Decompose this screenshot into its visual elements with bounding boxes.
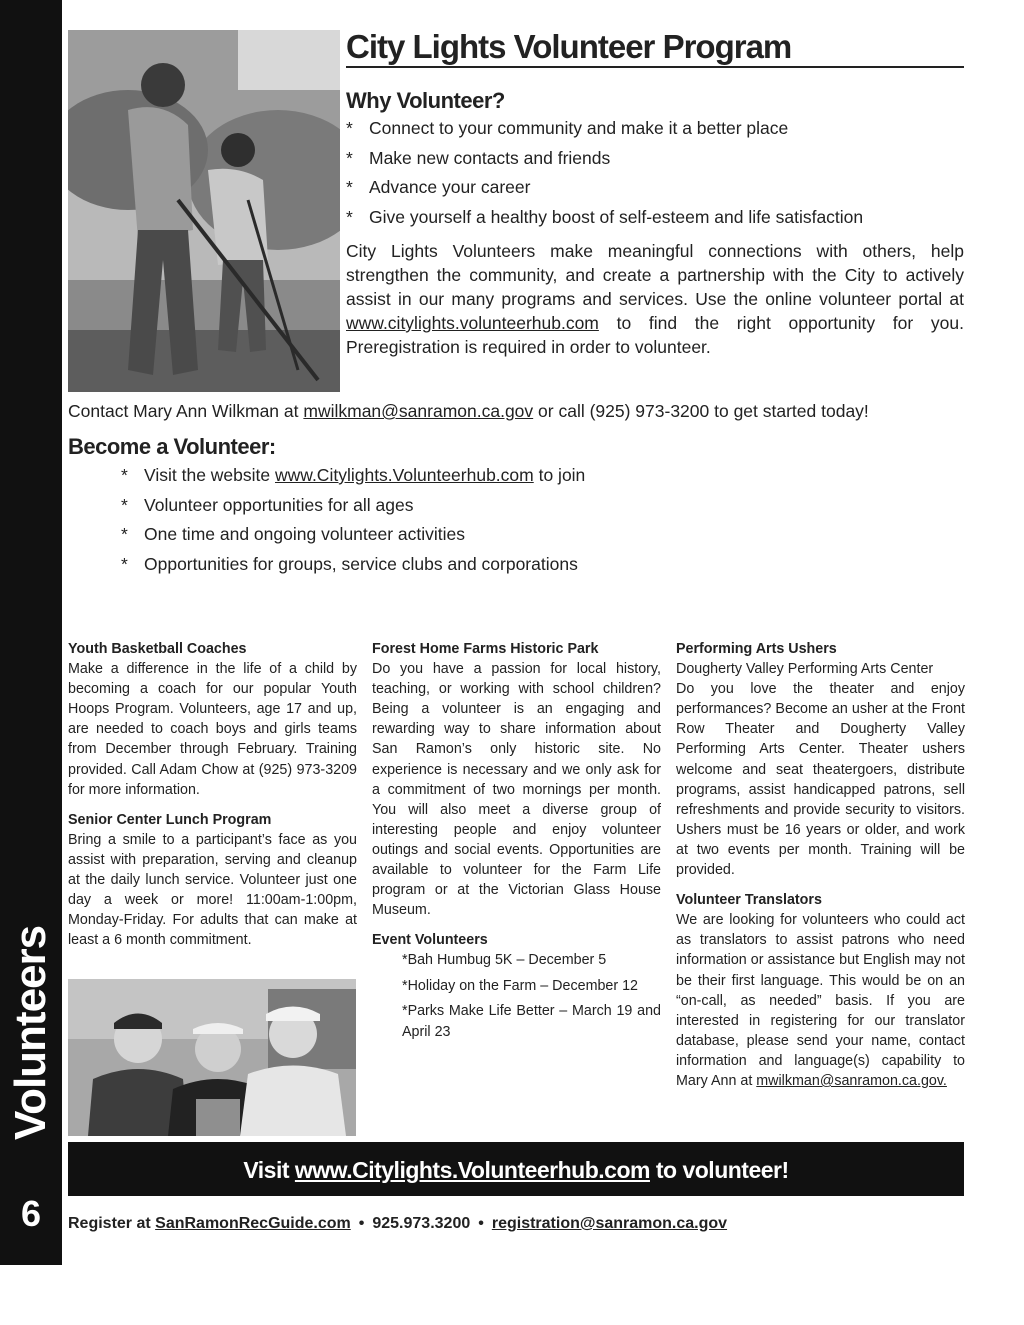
list-item: *Holiday on the Farm – December 12 — [402, 977, 639, 994]
list-item: * Make new contacts and friends — [346, 147, 611, 168]
lunch-heading: Senior Center Lunch Program — [68, 811, 272, 828]
list-item: *Bah Humbug 5K – December 5 — [402, 952, 607, 969]
senior-lunch-volunteers-photo — [68, 979, 356, 1136]
sidebar — [0, 0, 62, 1265]
become-volunteer-list — [121, 461, 585, 579]
banner-volunteerhub-link[interactable]: www.Citylights.Volunteerhub.com — [294, 1157, 650, 1183]
footer: Register at SanRamonRecGuide.com • 925.973.3200 • registration@sanramon.ca.gov — [68, 1215, 728, 1232]
section-label: Volunteers — [6, 925, 55, 1140]
why-volunteer-heading: Why Volunteer? — [346, 88, 505, 113]
event-list — [372, 950, 661, 1042]
registration-email-link[interactable]: registration@sanramon.ca.gov — [491, 1215, 728, 1232]
column-left — [68, 639, 357, 950]
list-item: * Opportunities for groups, service clubs and corporations — [121, 553, 578, 574]
footer-phone: 925.973.3200 — [372, 1215, 471, 1232]
volunteerhub-join-link[interactable]: www.Citylights.Volunteerhub.com — [275, 465, 534, 485]
volunteerhub-link[interactable]: www.citylights.volunteerhub.com — [346, 313, 599, 333]
list-item: * Give yourself a healthy boost of self-esteem and life satisfaction — [346, 206, 864, 227]
ushers-subheading: Dougherty Valley Performing Arts Center — [676, 661, 934, 678]
list-item: *Parks Make Life Better – March 19 and April 23 — [402, 1003, 661, 1040]
contact-email-link[interactable]: mwilkman@sanramon.ca.gov — [303, 401, 534, 421]
list-item: * Advance your career — [346, 177, 531, 197]
farms-text: Do you have a passion for local history, teaching, or working with school children? Being a volunteer is an engaging and rewarding way to share information about San Ramon’s only historic site. No experience is necessary and we only ask for a commitment of two mornings per month. You will also meet a diverse group of interesting people and enjoy volunteer outings and social events. Opportunities are available to volunteer for the Farm Life program or at the Victorian Glass House Museum. — [372, 661, 661, 919]
contact-line: Contact Mary Ann Wilkman at mwilkman@sanramon.ca.gov or call (925) 973-3200 to get started today! — [68, 401, 869, 421]
volunteers-planting-photo — [68, 30, 340, 392]
list-item: * One time and ongoing volunteer activities — [121, 524, 466, 544]
list-item: * Connect to your community and make it a better place — [346, 118, 789, 138]
translators-text: We are looking for volunteers who could act as translators to assist patrons who need information or assistance but English may not be their first language. This would be on an “on-call, as needed” basis. If you are interested in registering for our translator database, please send your name, contact information and language(s) capability to Mary Ann at mwilkman@sanramon.ca.gov. — [676, 912, 965, 1089]
event-heading: Event Volunteers — [372, 932, 488, 949]
why-volunteer-list — [346, 114, 863, 232]
column-middle — [372, 639, 661, 1047]
list-item: * Volunteer opportunities for all ages — [121, 494, 414, 515]
lunch-text: Bring a smile to a participant’s face as you assist with preparation, serving and cleanup at the daily lunch service. Volunteer just one day a week or more! 11:00am-1:00pm, Monday-Friday. For adults that can make at least a 6 month commitment. — [68, 831, 357, 949]
translators-email-link[interactable]: mwilkman@sanramon.ca.gov. — [756, 1072, 947, 1089]
farms-heading: Forest Home Farms Historic Park — [372, 641, 599, 657]
page-title: City Lights Volunteer Program — [346, 28, 964, 68]
column-right — [676, 639, 965, 1091]
ushers-heading: Performing Arts Ushers — [676, 641, 837, 657]
ushers-text: Do you love the theater and enjoy performances? Become an usher at the Front Row Theater and Dougherty Valley Performing Arts Center. Theater ushers welcome and seat theatergoers, distribute programs, assist handicapped patrons, sell refreshments and provide security to visitors. Ushers must be 16 years or older, and work at two events per month. Training will be provided. — [676, 681, 965, 879]
list-item: * Visit the website www.Citylights.Volunteerhub.com to join — [121, 465, 586, 485]
rec-guide-link[interactable]: SanRamonRecGuide.com — [155, 1215, 351, 1232]
intro-paragraph: City Lights Volunteers make meaningful connections with others, help strengthen the community, and create a partnership with the City to actively assist in our many programs and services. Use the online volunteer portal at www.citylights.volunteerhub.com to find the right opportunity for you. Preregistration is required in order to volunteer. — [346, 241, 964, 357]
basketball-text: Make a difference in the life of a child by becoming a coach for our popular Youth Hoops Program. Volunteers, age 17 and up, are needed to coach boys and girls teams from December through February. Training provided. Call Adam Chow at (925) 973-3209 for more information. — [68, 661, 357, 798]
page-number: 6 — [20, 1193, 42, 1234]
become-volunteer-heading: Become a Volunteer: — [68, 434, 276, 459]
basketball-heading: Youth Basketball Coaches — [68, 641, 247, 657]
visit-banner: Visit www.Citylights.Volunteerhub.com to volunteer! — [68, 1142, 964, 1196]
translators-heading: Volunteer Translators — [676, 892, 822, 909]
